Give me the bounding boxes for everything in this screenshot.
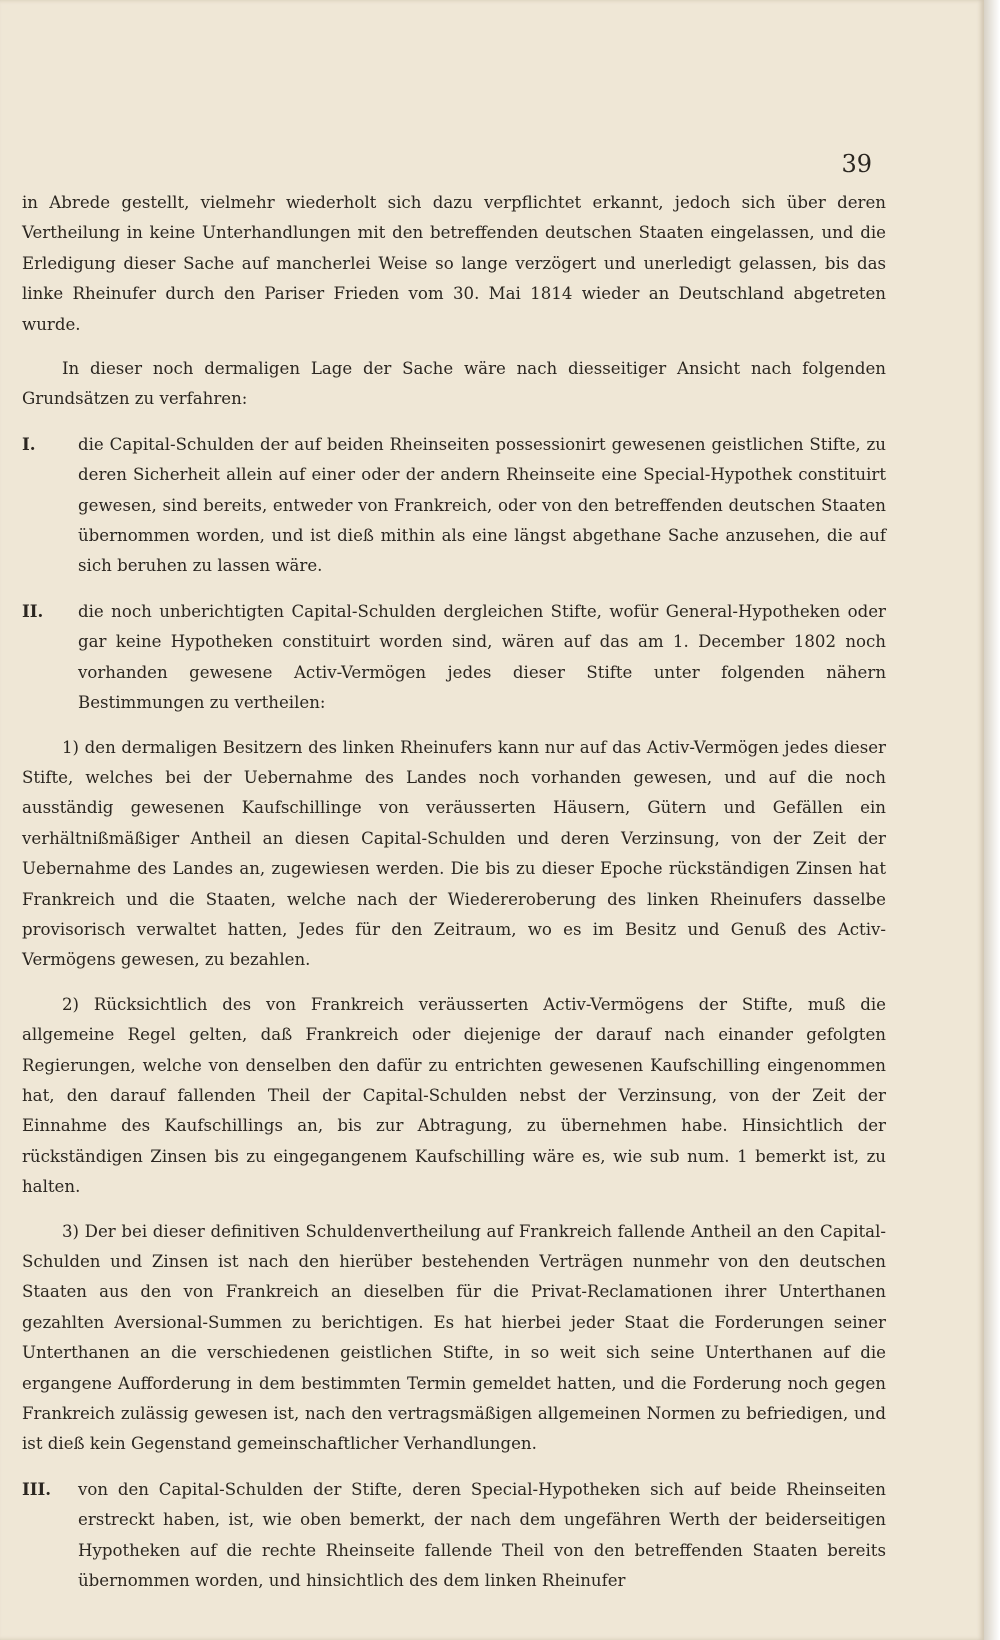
paragraph-principles: In dieser noch dermaligen Lage der Sache wäre nach diesseitiger Ansicht nach folgenden Grundsätzen zu verfahren:: [22, 359, 886, 409]
page-number: 39: [841, 150, 872, 178]
paragraph-intro: in Abrede gestellt, vielmehr wiederholt sich dazu verpflichtet erkannt, jedoch sich über deren Vertheilung in keine Unterhandlungen mit den betreffenden deutschen Staaten eingelassen, und die Erledigung dieser Sache auf mancherlei Weise so lange verzögert und unerledigt gelassen, bis das linke Rheinufer durch den Pariser Frieden vom 30. Mai 1814 wieder an Deutschland abgetreten wurde.: [22, 193, 886, 334]
body-text: [22, 188, 886, 1610]
numbered-item-3: [22, 1474, 886, 1597]
numbered-item-text: die Capital-Schulden der auf beiden Rheinseiten possessionirt gewesenen geistlichen Stifte, zu deren Sicherheit allein auf einer oder der andern Rheinseite eine Special-Hypothek constituirt gewesen, sind bereits, entweder von Frankreich, oder von den betreffenden deutschen Staaten übernommen worden, und ist dieß mithin als eine längst abgethane Sache anzusehen, die auf sich beruhen zu lassen wäre.: [78, 434, 886, 576]
page-edge: [984, 0, 1000, 1640]
numbered-item-label: II.: [22, 600, 44, 621]
numbered-item-2: [22, 596, 886, 719]
numbered-item-text: die noch unberichtigten Capital-Schulden dergleichen Stifte, wofür General-Hypotheken oder gar keine Hypotheken constituirt worden sind, wären auf das am 1. December 1802 noch vorhanden gewesene Activ-Vermögen jedes dieser Stifte unter folgenden nähern Bestimmungen zu vertheilen:: [78, 601, 886, 713]
sub-item-1: 1) den dermaligen Besitzern des linken Rheinufers kann nur auf das Activ-Vermögen jedes dieser Stifte, welches bei der Uebernahme des Landes noch vorhanden gewesen, und auf die noch ausständig gewesenen Kaufschillinge von veräusserten Häusern, Gütern und Gefällen ein verhältnißmäßiger Antheil an diesen Capital-Schulden und deren Verzinsung, von der Zeit der Uebernahme des Landes an, zugewiesen werden. Die bis zu dieser Epoche rückständigen Zinsen hat Frankreich und die Staaten, welche nach der Wiedereroberung des linken Rheinufers dasselbe provisorisch verwaltet hatten, Jedes für den Zeitraum, wo es im Besitz und Genuß des Activ-Vermögens gewesen, zu bezahlen.: [22, 737, 886, 970]
numbered-item-text: von den Capital-Schulden der Stifte, deren Special-Hypotheken sich auf beide Rheinseiten erstreckt haben, ist, wie oben bemerkt, der nach dem ungefähren Werth der beiderseitigen Hypotheken auf die rechte Rheinseite fallende Theil von den betreffenden Staaten bereits übernommen worden, und hinsichtlich des dem linken Rheinufer: [78, 1479, 886, 1591]
sub-item-2: 2) Rücksichtlich des von Frankreich veräusserten Activ-Vermögens der Stifte, muß die allgemeine Regel gelten, daß Frankreich oder diejenige der darauf nach einander gefolgten Regierungen, welche von denselben den dafür zu entrichten gewesenen Kaufschilling eingenommen hat, den darauf fallenden Theil der Capital-Schulden nebst der Verzinsung, von der Zeit der Einnahme des Kaufschillings an, bis zur Abtragung, zu übernehmen habe. Hinsichtlich der rückständigen Zinsen bis zu eingegangenem Kaufschilling wäre es, wie sub num. 1 bemerkt ist, zu halten.: [22, 994, 886, 1197]
numbered-item-label: III.: [22, 1478, 52, 1499]
sub-item-3: 3) Der bei dieser definitiven Schuldenvertheilung auf Frankreich fallende Antheil an den Capital-Schulden und Zinsen ist nach den hierüber bestehenden Verträgen nunmehr von den deutschen Staaten aus den von Frankreich an dieselben für die Privat-Reclamationen ihrer Unterthanen gezahlten Aversional-Summen zu berichtigen. Es hat hierbei jeder Staat die Forderungen seiner Unterthanen an die verschiedenen geistlichen Stifte, in so weit sich seine Unterthanen auf die ergangene Aufforderung in dem bestimmten Termin gemeldet hatten, und die Forderung noch gegen Frankreich zulässig gewesen ist, nach den vertragsmäßigen allgemeinen Normen zu befriedigen, und ist dieß kein Gegenstand gemeinschaftlicher Verhandlungen.: [22, 1221, 886, 1454]
numbered-item-label: I.: [22, 433, 36, 454]
numbered-item-1: [22, 429, 886, 582]
